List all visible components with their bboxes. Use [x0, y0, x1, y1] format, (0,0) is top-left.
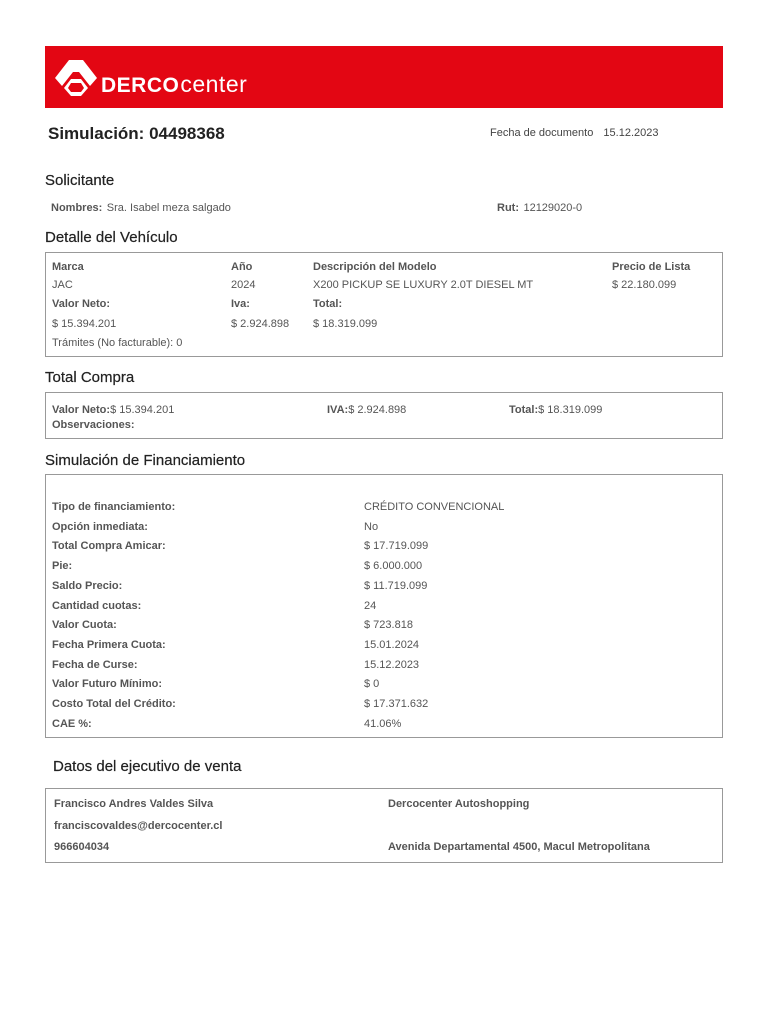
- financiamiento-row-label: Opción inmediata:: [52, 520, 148, 533]
- financiamiento-row-label: Fecha Primera Cuota:: [52, 638, 166, 651]
- financiamiento-row-value: No: [364, 520, 379, 533]
- compra-iva: [327, 400, 406, 418]
- neto-label: Valor Neto:: [52, 298, 111, 310]
- solicitante-title: Solicitante: [45, 172, 115, 189]
- desc-label: Descripción del Modelo: [313, 261, 437, 273]
- financiamiento-row-value: 41.06%: [364, 717, 402, 730]
- vehiculo-title: Detalle del Vehículo: [45, 229, 178, 246]
- names-label: Nombres:: [51, 202, 103, 214]
- financiamiento-row-value: 24: [364, 599, 377, 612]
- financiamiento-row-value: $ 17.719.099: [364, 540, 429, 553]
- compra-neto-value: $ 15.394.201: [110, 404, 175, 416]
- date-label: Fecha de documento: [490, 127, 594, 139]
- financiamiento-row-label: Valor Futuro Mínimo:: [52, 678, 162, 691]
- compra-title: Total Compra: [45, 369, 135, 386]
- total-label: Total:: [313, 298, 343, 310]
- financiamiento-row-value: 15.12.2023: [364, 658, 420, 671]
- iva-label: Iva:: [231, 298, 250, 310]
- page-title: [48, 124, 225, 144]
- financiamiento-title: Simulación de Financiamiento: [45, 452, 246, 469]
- simulation-number: 04498368: [149, 124, 225, 143]
- names-value: Sra. Isabel meza salgado: [106, 202, 231, 214]
- ejecutivo-title: Datos del ejecutivo de venta: [53, 758, 242, 775]
- tramites-text: Trámites (No facturable): 0: [52, 337, 183, 349]
- financiamiento-row-value: $ 6.000.000: [364, 560, 423, 573]
- ejecutivo-email[interactable]: franciscovaldes@dercocenter.cl: [54, 820, 223, 832]
- derco-logo: [55, 58, 247, 98]
- financiamiento-row-label: Saldo Precio:: [52, 579, 123, 592]
- ejecutivo-box: [45, 788, 723, 863]
- financiamiento-row-label: Fecha de Curse:: [52, 658, 138, 671]
- precio-label: Precio de Lista: [612, 261, 691, 273]
- header-banner: [45, 46, 723, 108]
- financiamiento-row-value: $ 17.371.632: [364, 698, 429, 710]
- compra-box: [45, 392, 723, 439]
- compra-total-value: $ 18.319.099: [538, 404, 603, 416]
- iva-value: $ 2.924.898: [231, 318, 290, 330]
- marca-value: JAC: [52, 279, 73, 291]
- anio-label: Año: [231, 261, 253, 273]
- financiamiento-row-value: $ 723.818: [364, 619, 413, 632]
- financiamiento-row-label: Cantidad cuotas:: [52, 599, 142, 612]
- vehiculo-box: [45, 252, 723, 357]
- desc-value: X200 PICKUP SE LUXURY 2.0T DIESEL MT: [313, 279, 534, 291]
- logo-derco-text: DERCO: [101, 73, 180, 97]
- precio-value: $ 22.180.099: [612, 279, 677, 291]
- ejecutivo-phone: 966604034: [54, 841, 110, 853]
- financiamiento-row-value: $ 11.719.099: [364, 579, 428, 592]
- compra-total-label: Total:: [509, 404, 539, 416]
- financiamiento-row-label: Total Compra Amicar:: [52, 540, 166, 553]
- ejecutivo-address: Avenida Departamental 4500, Macul Metropolitana: [388, 841, 650, 853]
- logo-center-text: center: [180, 70, 248, 97]
- compra-iva-label: IVA:: [327, 404, 349, 416]
- ejecutivo-name: Francisco Andres Valdes Silva: [54, 798, 214, 810]
- financiamiento-row-label: Tipo de financiamiento:: [52, 501, 176, 513]
- compra-total: [509, 400, 602, 418]
- compra-iva-value: $ 2.924.898: [348, 404, 407, 416]
- compra-neto: [52, 400, 174, 418]
- derco-logo-icon: [55, 60, 97, 96]
- ejecutivo-branch: Dercocenter Autoshopping: [388, 798, 530, 810]
- observaciones-label: Observaciones:: [52, 419, 135, 431]
- anio-value: 2024: [231, 279, 256, 291]
- solicitante-names: [51, 198, 231, 216]
- document-date: [490, 127, 658, 139]
- financiamiento-row-value: $ 0: [364, 678, 380, 691]
- financiamiento-row-value: 15.01.2024: [364, 638, 420, 651]
- financiamiento-row-label: Valor Cuota:: [52, 619, 117, 632]
- simulation-label: Simulación:: [48, 124, 145, 143]
- neto-value: $ 15.394.201: [52, 318, 117, 330]
- financiamiento-box: [45, 474, 723, 738]
- date-value: 15.12.2023: [603, 127, 659, 139]
- rut-value: 12129020-0: [523, 202, 583, 214]
- total-value: $ 18.319.099: [313, 318, 378, 330]
- marca-label: Marca: [52, 261, 84, 273]
- financiamiento-row-value: CRÉDITO CONVENCIONAL: [364, 501, 505, 513]
- rut-label: Rut:: [497, 202, 519, 214]
- financiamiento-row-label: Pie:: [52, 560, 73, 573]
- financiamiento-row-label: CAE %:: [52, 717, 92, 730]
- compra-neto-label: Valor Neto:: [52, 404, 111, 416]
- financiamiento-row-label: Costo Total del Crédito:: [52, 698, 176, 710]
- solicitante-rut: [497, 198, 582, 216]
